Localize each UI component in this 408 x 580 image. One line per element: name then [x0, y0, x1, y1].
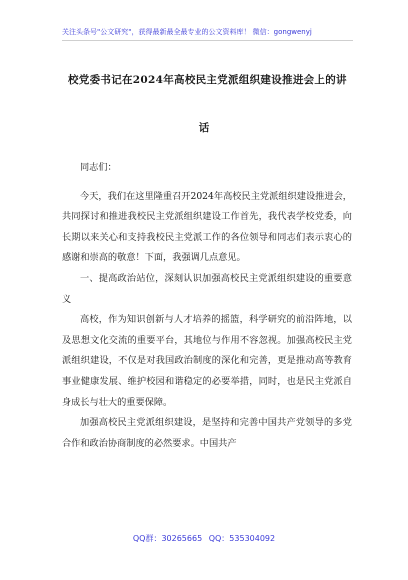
- salutation: 同志们：: [80, 162, 117, 173]
- paragraph-opening: 今天，我们在这里隆重召开2024年高校民主党派组织建设推进会，共同探讨和推进我校民主党派组织建设工作首先，我代表学校党委，向长期以来关心和支持我校民主党派工作的各位领导和同志们表示衷心的感谢和崇高的敬意！下面，我强调几点意见。: [62, 190, 352, 264]
- paragraph-cooperation: 加强高校民主党派组织建设，是坚持和完善中国共产党领导的多党合作和政治协商制度的必然要求。中国共产: [62, 417, 352, 449]
- document-title-continued: 话: [198, 122, 210, 134]
- document-body: [62, 158, 352, 454]
- section-heading-1: 一、提高政治站位，深刻认识加强高校民主党派组织建设的重要意义: [62, 272, 352, 305]
- header-divider: [62, 40, 353, 41]
- document-title: 校党委书记在2024年高校民主党派组织建设推进会上的讲: [68, 74, 347, 86]
- paragraph-universities: 高校，作为知识创新与人才培养的摇篮，科学研究的前沿阵地，以及思想文化交流的重要平台，其地位与作用不容忽视。加强高校民主党派组织建设，不仅是对我国政治制度的深化和完善，更是推动高等教育事业健康发展、维护校园和谐稳定的必要举措，同时，也是民主党派自身成长与壮大的重要保障。: [62, 314, 352, 408]
- header-note: 关注头条号"公文研究"，获得最新最全最专业的公文资料库！ 微信：gongwenyj: [62, 28, 312, 36]
- footer-contact: QQ群：30265665 QQ：535304092: [132, 534, 276, 543]
